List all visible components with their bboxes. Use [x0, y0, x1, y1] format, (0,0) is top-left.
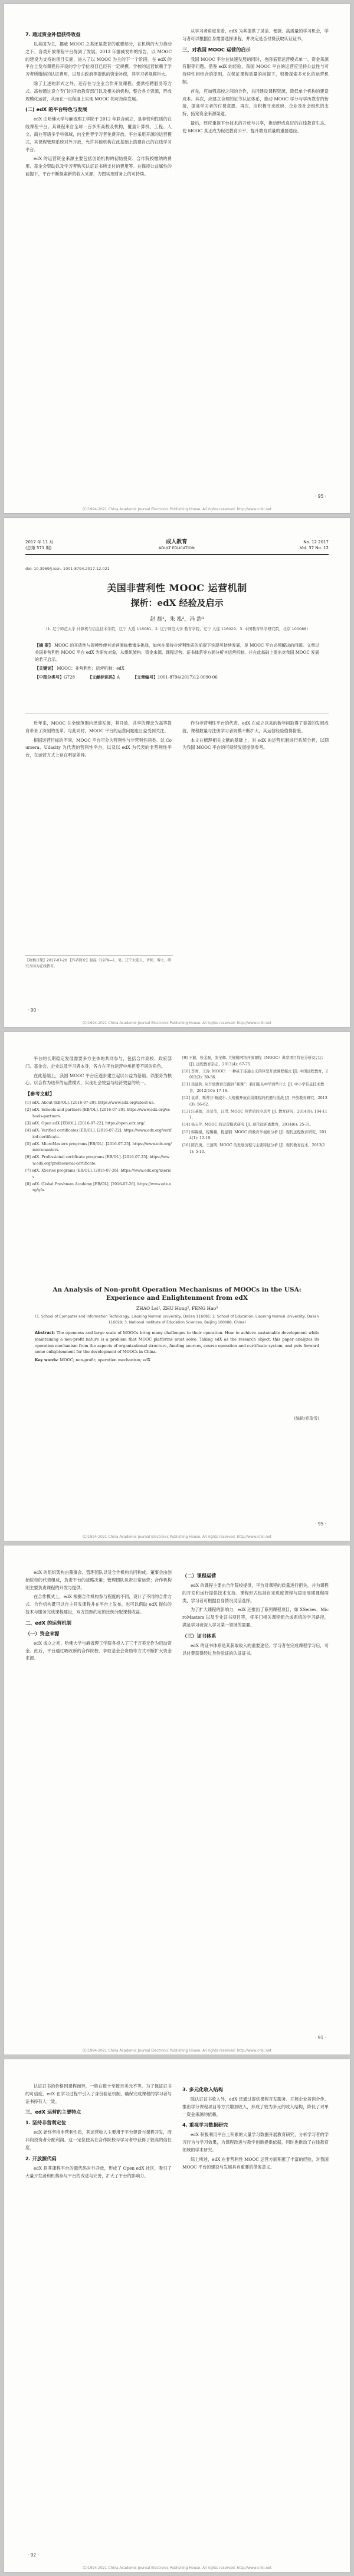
references-list-1: [25, 1100, 172, 1194]
section-heading: 3. 多元化收入结构: [182, 2086, 223, 2092]
page-1-col-1: [25, 28, 172, 180]
section-heading: (二) edX 的平台特色与发展: [25, 106, 87, 113]
article-title-line-1: 美国非营利性 MOOC 运营机制: [107, 582, 247, 594]
page-number: · 95 ·: [314, 1521, 326, 1527]
page-number: · 95 ·: [314, 494, 326, 499]
abstract-block: [35, 642, 319, 681]
author-affiliation: (1. 辽宁师范大学 计算机与信息技术学院，辽宁 大连 116081；2. 辽宁师范大学 教育学院，辽宁 大连 116029；3. 中国教育科学研究院，北京 100088): [46, 627, 308, 631]
page-2: [4, 517, 350, 1028]
section-heading: 二、edX 的运营机制: [25, 1619, 71, 1626]
reference-item: [1] edX. About [EB/OL]. [2016-07-20]. https://www.edx.org/about-us.: [25, 1101, 155, 1106]
page-5: [4, 2059, 350, 2572]
english-affiliation: (1. School of Computer and Information Technology, Liaoning Normal University, Dalian 116081; 2. School of Education, Liaoning Normal University, Dalian 116029; 3. National Institute of Education Sciences, Beijing 100088, China): [35, 1315, 319, 1325]
section-heading: 2. 开放源代码: [25, 2155, 57, 2161]
page-3: [4, 1031, 350, 1541]
body-paragraph: 我国 MOOC 平台在快速发展的同时，也面临着运营模式单一、资金来源有限等问题。借鉴 edX 的经验，我国 MOOC 平台的运营应坚持公益性与可持续性相结合的原则，在保证课程质量的前提下，积极探索多元化的运营机制。: [182, 56, 329, 84]
publisher-watermark: (C)1994-2021 China Academic Journal Electronic Publishing House. All rights reserved. http://www.cnki.net: [82, 2049, 272, 2053]
page-2-col-1: [25, 720, 172, 761]
reference-item: [16] 陈肖庚，王顶明. MOOC 的发展历程与主要特征分析 [J]. 现代教育技术，2013(11): 5-10.: [182, 1143, 326, 1154]
article-number: 【文章编号】1001-8794(2017)12-0090-06: [133, 675, 218, 680]
article-title-block: [25, 581, 329, 632]
body-paragraph: 首先，应加强高校之间的合作，共同建设课程资源，降低单个机构的建设成本。其次，应建立合理的证书认证体系，推动 MOOC 学分与学历教育的衔接，提高学习者的付费意愿。再次，应积极寻求政府、企业及社会组织的支持，拓宽资金来源渠道。: [182, 88, 329, 117]
body-paragraph: 作为非营利性平台的代表，edX 在成立以来的数年间取得了显著的发展成就，课程数量与注册学习者规模不断扩大，其运营经验值得借鉴。: [182, 720, 329, 733]
body-paragraph: edX 的证书体系是其获取收入的重要途径。学习者在完成课程学习后，可以付费获得经过身份验证的认证证书。: [182, 1642, 329, 1656]
page-1-col-2: [182, 28, 329, 180]
journal-issue-en: No. 12 2017 Vol. 37 No. 12: [300, 540, 329, 550]
reference-item: [10] 李青，王涛. MOOC：一种基于连通主义的巨型开放课程模式 [J]. 中国远程教育，2012(3): 30-36.: [182, 1069, 328, 1080]
body-paragraph: edX 积极利用平台上积累的大量学习数据开展教育研究，分析学习者的学习行为与学习效果，为课程改进与教学创新提供依据，同时也推动了在线教育领域的学术研究。: [182, 2132, 329, 2153]
page-4-columns: [25, 1569, 329, 1664]
english-abstract-block: [35, 1286, 319, 1364]
english-abstract: Abstract: The openness and large scale of MOOCs bring many challenges to their operation. How to achieve sustainable development while maintaining a non-profit nature is a problem that MOOC platforms must solve. Taking edX as the research object, this paper analyzes its operation mechanism from the aspects of organizational structure, funding sources, course operation and certificate system, and puts forward some enlightenment for the development of MOOCs in China.: [35, 1331, 319, 1355]
page-3-columns: [25, 1055, 329, 1195]
journal-header: [25, 539, 329, 555]
article-authors: 赵 磊¹，朱 泓²，冯 浩³: [150, 617, 204, 622]
publisher-watermark: (C)1994-2021 China Academic Journal Electronic Publishing House. All rights reserved. http://www.cnki.net: [82, 507, 272, 511]
section-heading: 4. 重视学习数据研究: [182, 2122, 228, 2128]
section-heading: （一）资金来源: [25, 1630, 60, 1636]
journal-name: 成人教育 ADULT EDUCATION: [158, 539, 195, 550]
body-paragraph: 除了上述的形式之外，还存在与企业合作开发课程、提供招聘服务等方式。高校通过设立专门的开放教育部门以及相关的机构，整合各方资源，形成规模化运营，从而在一定程度上实现 MOOC 的可持续发展。: [25, 80, 172, 102]
references-heading: 【参考文献】: [25, 1091, 55, 1097]
body-paragraph: edX 由哈佛大学与麻省理工学院于 2012 年联合创立，是非营利性质的在线课程平台。其课程来自全球一百多所高校及机构，覆盖计算机、工程、人文、商业等诸多学科领域，向全世界学习者免费开放。平台采用开源的运营模式，其课程管理系统对外开放，允许其他机构在此基础上搭建自己的在线学习平台。: [25, 116, 172, 152]
doc-code: 【文献标识码】A: [87, 675, 120, 680]
publisher-watermark: (C)1994-2021 China Academic Journal Electronic Publishing House. All rights reserved. http://www.cnki.net: [82, 1535, 272, 1539]
page-4-col-1: [25, 1569, 172, 1664]
page-4-col-2: [182, 1569, 329, 1664]
body-paragraph: edX 的运营资金来源主要包括创始机构的初始投资、合作院校缴纳的费用、基金会资助以及学习者购买认证证书所支付的费用等。在保持公益属性的前提下，平台不断探索新的收入来源，力图实现财务上的可持续。: [25, 156, 172, 177]
keywords: 【关键词】 MOOC；非营利性；运营机制；edX: [35, 666, 124, 671]
reference-item: [6] edX. Professional certificate programs [EB/OL]. [2016-07-25]. https://www.edx.org/professional-certificate.: [25, 1155, 170, 1166]
reference-item: [14] 杨玉芹. MOOC 的运营模式研究 [J]. 现代远距离教育，2014(6): 25-31.: [182, 1123, 312, 1127]
page-5-col-1: [25, 2083, 172, 2182]
section-heading: 7. 通过资金补偿获得收益: [25, 31, 81, 37]
english-keywords: Key words: MOOC; non-profit; operation mechanism; edX: [35, 1358, 151, 1363]
page-number: · 90 ·: [28, 1007, 40, 1013]
reference-item: [7] edX. XSeries programs [EB/OL]. [2016-07-26]. https://www.edx.org/xseries.: [25, 1169, 172, 1179]
body-paragraph: 平台的长期稳定发展需要多方主体的共同参与，包括合作高校、政府部门、基金会、企业以及学习者本身，各方在平台运营中承担着不同的角色。: [25, 1056, 172, 1069]
article-title-line-2: 探析：edX 经验及启示: [130, 598, 224, 608]
section-heading: 三、edX 运营的主要特点: [25, 2109, 81, 2115]
page-number: · 92 ·: [28, 2552, 40, 2558]
reference-item: [15] 韩锡斌，程璐楠，程建钢. MOOC 的教育学视角分析 [J]. 现代远程教育研究，2014(1): 12-19.: [182, 1130, 327, 1141]
page-2-columns: [25, 720, 329, 761]
body-paragraph: 本文在梳理相关文献的基础上，对 edX 的运营机制进行系统分析，以期为我国 MOOC 平台的可持续发展提供参考。: [182, 737, 329, 751]
body-paragraph: 近年来，MOOC 在全球范围内迅速发展，其开放、共享的理念为高等教育带来了深刻的变革。与此同时，MOOC 平台的运营问题也日益受到关注。: [25, 720, 172, 733]
doi: doi: 10.3969/j.issn. 1001-8794.2017.12.021: [25, 566, 110, 571]
body-paragraph: edX 成立之初，哈佛大学与麻省理工学院各投入了三千万美元作为启动资金。此后，平台通过吸收新的合作院校、争取基金会资助等方式不断扩大资金来源。: [25, 1640, 172, 1661]
body-paragraph: 以美国为主，挪威 MOOC 之类还是教育的重要部分，在机构的大力推动之下，各类开放课程平台得到了发展。2013 年挪威发布的报告，以 MOOC 的建设为支持的项目实施，进入了以 MOOC 为主的下一个阶段。在 edX 的平台上发布课程后开设的学分学位项目已经有一定规模。学校的运营依赖于学习者所缴纳的认证费用，以及由政府等提供的资金补偿，其学习者规模巨大。: [25, 41, 172, 77]
body-paragraph: 从学习者角度来看，edX 为其提供了灵活、便捷、高质量的学习机会，学习者可以根据自身需要选择课程，并决定是否付费获取认证证书。: [182, 28, 329, 41]
reference-item: [13] 汪基德，冯莹莹，汪滢. MOOC 热背后的冷思考 [J]. 教育研究，2014(9): 104-111.: [182, 1109, 327, 1120]
body-paragraph: 综上所述，edX 在非营利性 MOOC 运营方面积累了丰富的经验，对我国 MOOC 平台的建设与发展具有重要的借鉴意义。: [182, 2156, 329, 2170]
page-3-col-2: [182, 1055, 329, 1195]
classification-row: [35, 674, 319, 681]
reference-item: [12] 袁莉，斯蒂芬·鲍威尔. 大规模开放在线课程的机遇与挑战 [J]. 开放教育研究，2013(3): 56-62.: [182, 1096, 327, 1107]
body-paragraph: 根据运营目标的不同，MOOC 平台可分为营利性与非营利性两类。以 Coursera、Udacity 为代表的营利性平台，以及以 edX 为代表的非营利性平台，在运营方式上存在明显差异。: [25, 737, 172, 758]
reference-item: [8] edX. Global Freshman Academy [EB/OL]. [2016-07-26]. https://www.edx.org/gfa.: [25, 1182, 172, 1193]
section-heading: 1. 坚持非营利定位: [25, 2120, 66, 2126]
body-paragraph: 最后，还应重视平台技术的开放与共享，推动形成良好的在线教育生态，使 MOOC 真正成为促进教育公平、提升教育质量的重要途径。: [182, 120, 329, 133]
publisher-watermark: (C)1994-2021 China Academic Journal Electronic Publishing House. All rights reserved. http://www.cnki.net: [82, 2566, 272, 2570]
reference-item: [5] edX. MicroMasters programs [EB/OL]. [2016-07-25]. https://www.edx.org/micromasters.: [25, 1142, 172, 1153]
reference-item: [4] edX. Verified certificates [EB/OL]. [2016-07-22]. https://www.edx.org/verified-certificate.: [25, 1129, 172, 1139]
body-paragraph: 在此基础上，我国 MOOC 平台应逐步建立起以公益为基础、以服务为核心、以合作为纽带的运营模式，实现社会效益与经济效益的统一。: [25, 1072, 172, 1086]
clc-code: 【中图分类号】G728: [35, 675, 75, 680]
body-paragraph: 除认证证书收入外，edX 还通过提供课程开发服务、开展企业培训合作、推出学分课程项目等方式增加收入，形成了较为多元的收入结构，降低了对单一资金来源的依赖。: [182, 2096, 329, 2117]
body-paragraph: edX 的课程主要由合作院校提供，平台对课程的质量进行把关，并为课程的开发和运行提供技术支持。课程形式包括自定进度课程与固定周期课程两类，学习者可根据自身情况灵活选择。: [182, 1583, 329, 1603]
english-title: An Analysis of Non-profit Operation Mechanisms of MOOCs in the USA: Experience and Enlightenment from edX: [53, 1286, 301, 1302]
abstract: 【摘 要】 MOOC 的开放性与规模性使其运营面临着诸多挑战，如何在保持非营利性质的前提下实现可持续发展，是 MOOC 平台必须解决的问题。文章以美国非营利性 MOOC 平台 edX 为研究对象，从组织架构、资金来源、课程运营、证书体系等方面分析其运营机制，并在此基础上提出对我国 MOOC 发展的若干启示。: [35, 643, 320, 662]
section-heading: 三、对我国 MOOC 运营的启示: [182, 46, 251, 53]
page-1-columns: [25, 28, 329, 180]
journal-issue-cn: 2017 年 11 月 (总第 571 期): [25, 540, 54, 550]
editor-note: (编辑/乔瑞雪): [294, 1416, 319, 1421]
page-number: · 91 ·: [314, 2035, 326, 2040]
page-2-col-2: [182, 720, 329, 761]
reference-item: [3] edX. Open edX [EB/OL]. [2016-07-22]. https://open.edx.org/.: [25, 1121, 146, 1126]
page-5-columns: [25, 2083, 329, 2182]
english-authors: ZHAO Lei¹, ZHU Hong², FENG Hao³: [136, 1306, 218, 1311]
references-list-2: [182, 1055, 329, 1155]
section-heading: （三）证书体系: [182, 1632, 217, 1639]
body-paragraph: 为了扩大课程的影响力，edX 还推出了系列课程项目，如 XSeries、MicroMasters 以及专业证书项目等，将多门相关课程组合成系统的学习路径，满足学习者深入学习某一领域的需要。: [182, 1607, 329, 1628]
page-1: [4, 4, 350, 514]
reference-item: [2] edX. Schools and partners [EB/OL]. [2016-07-20]. https://www.edx.org/schools-partners.: [25, 1108, 171, 1119]
section-heading: （二）课程运营: [182, 1573, 217, 1579]
page-3-col-1: [25, 1055, 172, 1195]
body-paragraph: edX 始终坚持非营利性质，其运营收入主要用于平台建设与课程开发，而非向投资者分配利润。这一定位使其在合作院校与学习者中获得了较高的信任度。: [25, 2130, 172, 2150]
reference-item: [9] 王颖，张金磊，张宝辉. 大规模网络开放课程（MOOC）典型项目特征分析及启示 [J]. 远程教育杂志，2013(4): 67-75.: [182, 1056, 323, 1067]
page-5-col-2: [182, 2083, 329, 2182]
footnote: 【收稿日期】2017-07-20 【作者简介】赵磊（1979—），男，辽宁大连人，讲师，博士，研究方向为在线教育。: [25, 955, 173, 969]
body-paragraph: edX 将其课程平台的源代码对外开放，形成了 Open edX 社区，吸引了大量开发者和机构参与平台的改进与完善，扩大了平台的影响力。: [25, 2165, 172, 2179]
reference-item: [11] 焦建利. 从开放教育资源到“慕课”：我们能从中学到些什么 [J]. 中小学信息技术教育，2012(10): 17-18.: [182, 1082, 324, 1093]
body-paragraph: 认证证书的价格因课程而异，一般在数十至数百美元不等。为了保证证书的可信度，edX 在学习过程中引入了身份验证机制，确保完成课程的学习者与证书持有人一致。: [25, 2083, 172, 2104]
publisher-watermark: (C)1994-2021 China Academic Journal Electronic Publishing House. All rights reserved. http://www.cnki.net: [82, 1021, 272, 1025]
body-paragraph: edX 的组织架构由董事会、管理团队以及合作机构共同构成。董事会由创始院校的代表组成，负责平台的战略决策；管理团队负责日常运营；合作机构则主要负责课程的开发与提供。: [25, 1570, 172, 1590]
page-4: [4, 1545, 350, 2055]
body-paragraph: 在合作模式上，edX 根据合作机构参与程度的不同，设计了不同的合作方式。合作机构既可以自主开发课程并在平台上发布，也可以借助 edX 提供的技术与服务完成课程建设，双方按照约定的比例分配课程收益。: [25, 1594, 172, 1615]
